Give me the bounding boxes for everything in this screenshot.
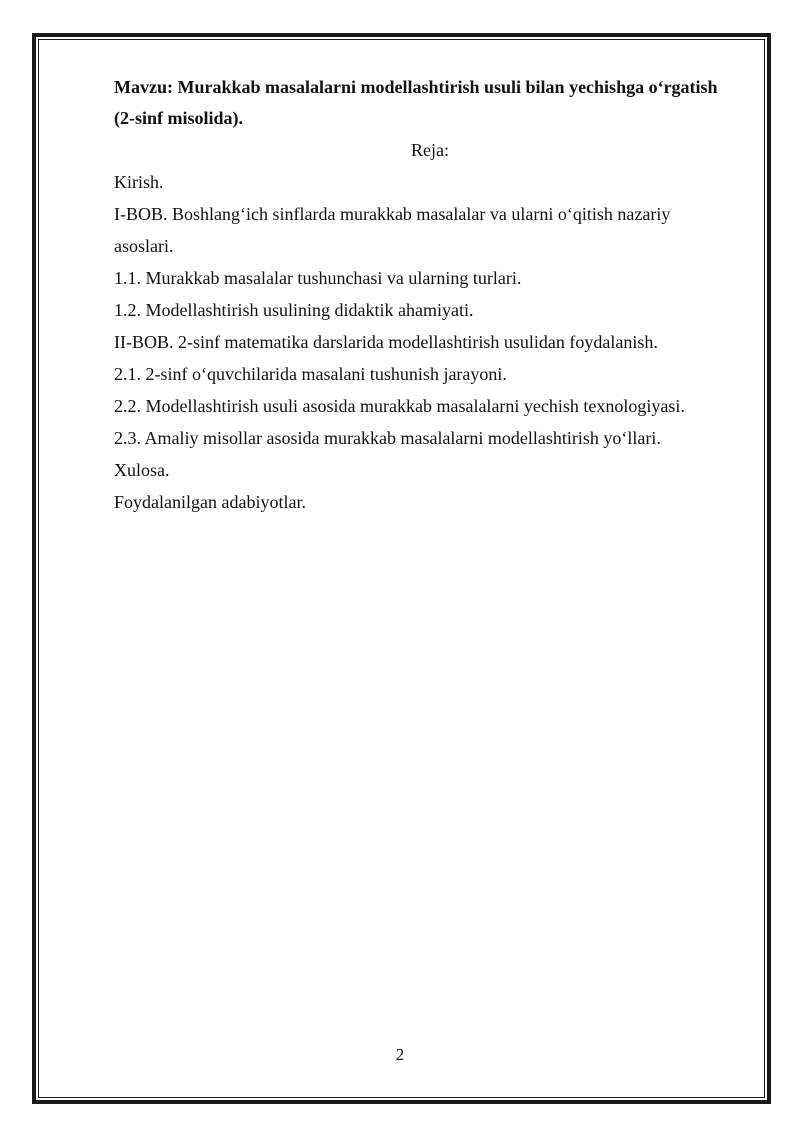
document-body xyxy=(114,72,746,518)
outline-item-references: Foydalanilgan adabiyotlar. xyxy=(114,492,306,512)
outline-item-chapter-1-cont: asoslari. xyxy=(114,236,174,256)
title-line-2: (2-sinf misolida). xyxy=(114,108,244,128)
outline-item-2-2: 2.2. Modellashtirish usuli asosida murakkab masalalarni yechish texnologiyasi. xyxy=(114,396,685,416)
outline-item-introduction: Kirish. xyxy=(114,172,164,192)
outline-item-2-3: 2.3. Amaliy misollar asosida murakkab masalalarni modellashtirish yo‘llari. xyxy=(114,428,661,448)
outline-item-chapter-2: II-BOB. 2-sinf matematika darslarida modellashtirish usulidan foydalanish. xyxy=(114,332,658,352)
outline-list xyxy=(114,166,746,518)
outline-item-conclusion: Xulosa. xyxy=(114,460,170,480)
outline-item-1-2: 1.2. Modellashtirish usulining didaktik ahamiyati. xyxy=(114,300,474,320)
title-line-1: Mavzu: Murakkab masalalarni modellashtirish usuli bilan yechishga o‘rgatish xyxy=(114,77,718,97)
outline-item-chapter-1: I-BOB. Boshlang‘ich sinflarda murakkab masalalar va ularni o‘qitish nazariy xyxy=(114,204,671,224)
outline-item-2-1: 2.1. 2-sinf o‘quvchilarida masalani tushunish jarayoni. xyxy=(114,364,507,384)
document-title xyxy=(114,72,746,134)
outline-item-1-1: 1.1. Murakkab masalalar tushunchasi va ularning turlari. xyxy=(114,268,522,288)
plan-heading: Reja: xyxy=(411,140,449,160)
page-number: 2 xyxy=(395,1045,405,1064)
